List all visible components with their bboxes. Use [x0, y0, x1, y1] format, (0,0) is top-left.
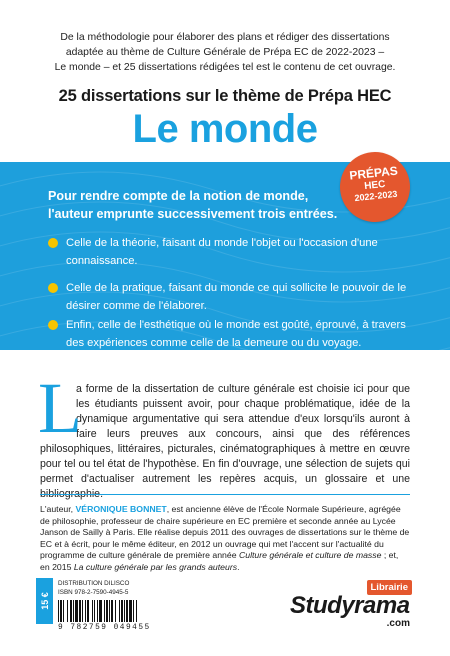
barcode-bar	[79, 600, 81, 622]
barcode-bar	[119, 600, 120, 622]
logo-suffix: .com	[386, 618, 410, 629]
barcode-bar	[70, 600, 72, 622]
barcode-bar	[67, 600, 68, 622]
bullet-dot-icon	[48, 283, 58, 293]
badge-line: HEC	[363, 178, 386, 193]
bullet-text: Celle de la théorie, faisant du monde l'objet ou l'occasion d'une connaissance.	[66, 237, 378, 267]
barcode-bar	[129, 600, 132, 622]
barcode-bar	[87, 600, 89, 622]
band-lead-line: l'auteur emprunte successivement trois entrées.	[48, 207, 338, 221]
author-bio	[40, 504, 410, 574]
barcode-bar	[92, 600, 93, 622]
intro-line: Le monde – et 25 dissertations rédigées tel est le contenu de cet ouvrage.	[54, 62, 396, 73]
bullet-item	[48, 279, 408, 315]
barcode-bar	[63, 600, 64, 622]
bullet-dot-icon	[48, 238, 58, 248]
description-paragraph	[38, 368, 410, 502]
isbn: ISBN 978-2-7590-4945-5	[58, 588, 129, 596]
book-reference: La culture générale par les grands auteurs	[73, 561, 238, 572]
divider	[40, 494, 410, 495]
drop-cap-letter: L	[38, 368, 82, 448]
barcode-bar	[60, 600, 62, 622]
bio-text: .	[237, 561, 240, 572]
bullet-text: Enfin, celle de l'esthétique où le monde est goûté, éprouvé, à travers des expériences comme celle de la demeure ou du voyage.	[66, 319, 406, 349]
price-label: 15 €	[40, 592, 50, 610]
drop-cap	[38, 368, 82, 448]
barcode-bar	[136, 600, 137, 622]
bullet-item	[48, 316, 408, 350]
logo-brand: Studyrama	[290, 592, 410, 619]
barcode-number: 9 782759 049455	[58, 624, 151, 632]
badge-line: PRÉPAS	[348, 163, 399, 183]
barcode-bar	[82, 600, 83, 622]
barcode-bar	[75, 600, 78, 622]
badge-line: 2022-2023	[354, 188, 398, 204]
intro-line: adaptée au thème de Culture Générale de Prépa EC de 2022-2023 –	[65, 47, 385, 58]
bullet-text: Celle de la pratique, faisant du monde ce qui sollicite le pouvoir de le désirer comme de l'élaborer.	[66, 282, 407, 312]
bullet-dot-icon	[48, 320, 58, 330]
intro-line: De la méthodologie pour élaborer des plans et rédiger des dissertations	[60, 32, 390, 43]
intro-text	[40, 30, 410, 75]
barcode-bar	[99, 600, 102, 622]
description-text: a forme de la dissertation de culture générale est choisie ici pour que les étudiants puissent avoir, pour chaque problématique, idée de la dynamique argumentative qui sera attendue d'eux lorsqu'ils auront à faire leurs preuves aux concours, ainsi que des références philosophiques, littéraires, picturales, cinématographiques à mettre en œuvre pour tel ou tel état de l'hypothèse. En fin d'ouvrage, une sélection de sujets qui permet d'actualiser autrement les repères acquis, un glossaire et une bibliographie.	[40, 383, 410, 500]
barcode	[58, 600, 170, 622]
barcode-bar	[106, 600, 108, 622]
bullet-item	[48, 234, 408, 270]
barcode-bar	[73, 600, 74, 622]
distributor: DISTRIBUTION DILISCO	[58, 580, 130, 587]
barcode-bar	[111, 600, 113, 622]
book-reference: Culture générale et culture de masse	[238, 550, 382, 561]
barcode-bar	[97, 600, 98, 622]
publisher-logo	[290, 580, 414, 632]
barcode-bar	[121, 600, 123, 622]
author-name: VÉRONIQUE BONNET	[75, 504, 167, 514]
barcode-bar	[94, 600, 95, 622]
barcode-bar	[109, 600, 110, 622]
barcode-bar	[133, 600, 134, 622]
subtitle: 25 dissertations sur le thème de Prépa HEC	[58, 87, 392, 105]
band-lead-line: Pour rendre compte de la notion de monde,	[48, 189, 309, 203]
price-tag	[36, 578, 53, 624]
barcode-bar	[85, 600, 86, 622]
distribution-info	[58, 580, 129, 597]
barcode-bar	[115, 600, 116, 622]
logo-tag: Librairie	[367, 580, 413, 595]
barcode-bar	[104, 600, 105, 622]
bio-prefix: L'auteur,	[40, 504, 76, 514]
book-title: Le monde	[132, 107, 318, 151]
bio-text: ; et, en 2015	[40, 550, 399, 572]
bio-text: , est ancienne élève de l'École Normale Supérieure, agrégée de philosophie, professeur de chaire supérieure en EC première et seconde année au Lycée Janson de Sailly à Paris. Elle réalise depuis 2011 des ouvrages de dissertations sur le thème de EC et à écrit, pour le même éditeur, en 2012 un ouvrage qui met l'accent sur l'actualité du programme de culture générale de première année	[40, 504, 410, 561]
barcode-bar	[124, 600, 125, 622]
barcode-bar	[126, 600, 128, 622]
barcode-bar	[58, 600, 59, 622]
